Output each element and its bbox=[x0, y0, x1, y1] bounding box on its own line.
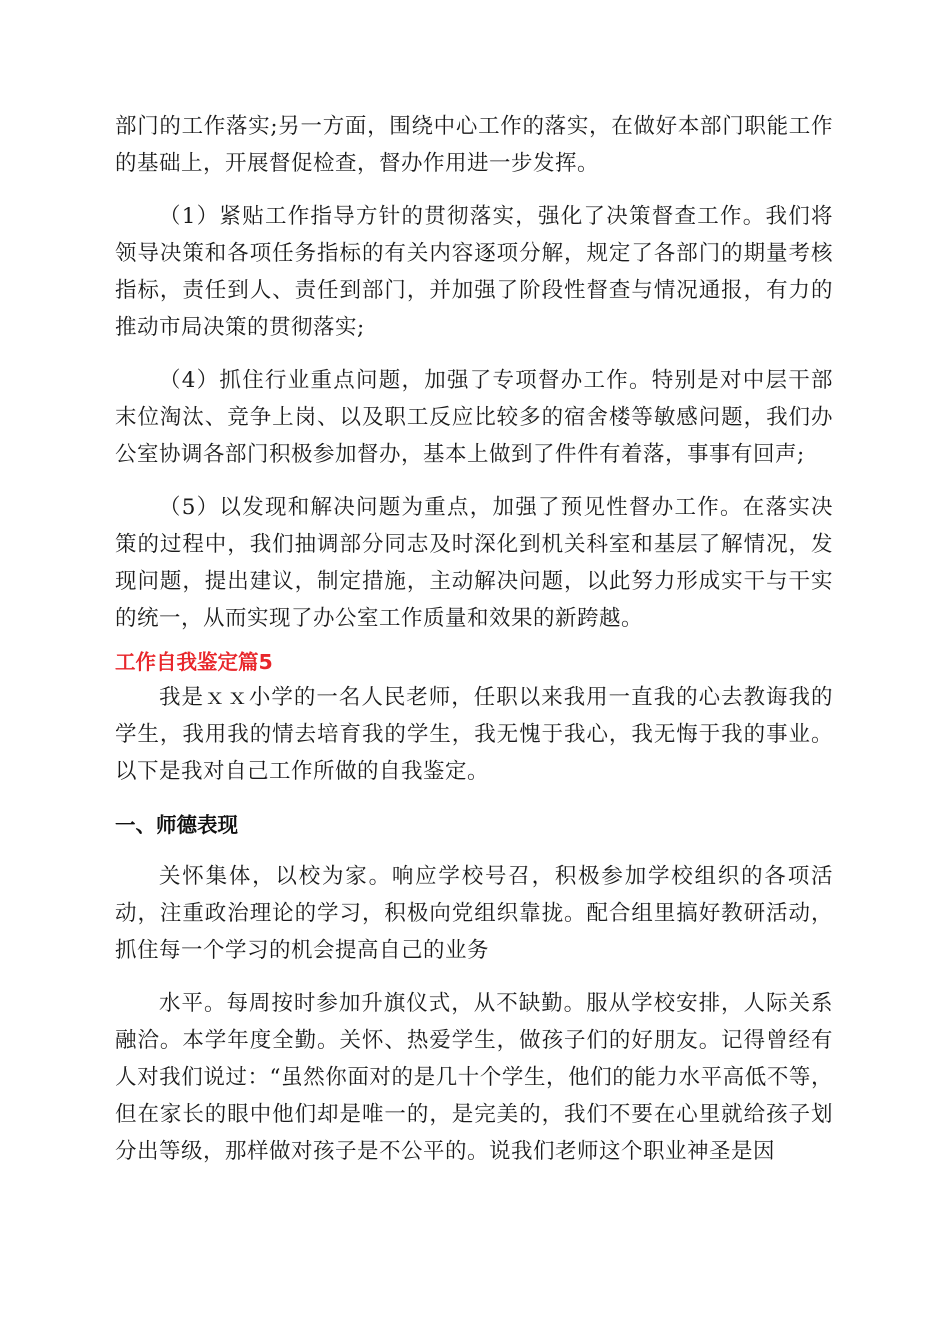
paragraph: 关怀集体，以校为家。响应学校号召，积极参加学校组织的各项活动，注重政治理论的学习，积极向党组织靠拢。配合组里搞好教研活动，抓住每一个学习的机会提高自己的业务 bbox=[115, 864, 833, 963]
paragraph: 我是ｘｘ小学的一名人民老师，任职以来我用一直我的心去教诲我的学生，我用我的情去培育我的学生，我无愧于我心，我无悔于我的事业。以下是我对自己工作所做的自我鉴定。 bbox=[115, 685, 833, 784]
paragraph: 部门的工作落实;另一方面，围绕中心工作的落实，在做好本部门职能工作的基础上，开展督促检查，督办作用进一步发挥。 bbox=[115, 114, 833, 176]
subsection-title: 一、师德表现 bbox=[115, 813, 238, 837]
paragraph: （4）抓住行业重点问题，加强了专项督办工作。特别是对中层干部末位淘汰、竞争上岗、以及职工反应比较多的宿舍楼等敏感问题，我们办公室协调各部门积极参加督办，基本上做到了件件有着落，事事有回声; bbox=[115, 368, 833, 467]
paragraph: （5）以发现和解决问题为重点，加强了预见性督办工作。在落实决策的过程中，我们抽调部分同志及时深化到机关科室和基层了解情况，发现问题，提出建议，制定措施，主动解决问题，以此努力形成实干与干实的统一，从而实现了办公室工作质量和效果的新跨越。 bbox=[115, 495, 833, 631]
paragraph: （1）紧贴工作指导方针的贯彻落实，强化了决策督查工作。我们将领导决策和各项任务指标的有关内容逐项分解，规定了各部门的期量考核指标，责任到人、责任到部门，并加强了阶段性督查与情况通报，有力的推动市局决策的贯彻落实; bbox=[115, 204, 833, 340]
paragraph: 水平。每周按时参加升旗仪式，从不缺勤。服从学校安排，人际关系融洽。本学年度全勤。关怀、热爱学生，做孩子们的好朋友。记得曾经有人对我们说过：“虽然你面对的是几十个学生，他们的能力水平高低不等，但在家长的眼中他们却是唯一的，是完美的，我们不要在心里就给孩子划分出等级，那样做对孩子是不公平的。说我们老师这个职业神圣是因 bbox=[115, 991, 833, 1164]
document-page bbox=[115, 108, 833, 1170]
section-title: 工作自我鉴定篇5 bbox=[115, 650, 273, 674]
